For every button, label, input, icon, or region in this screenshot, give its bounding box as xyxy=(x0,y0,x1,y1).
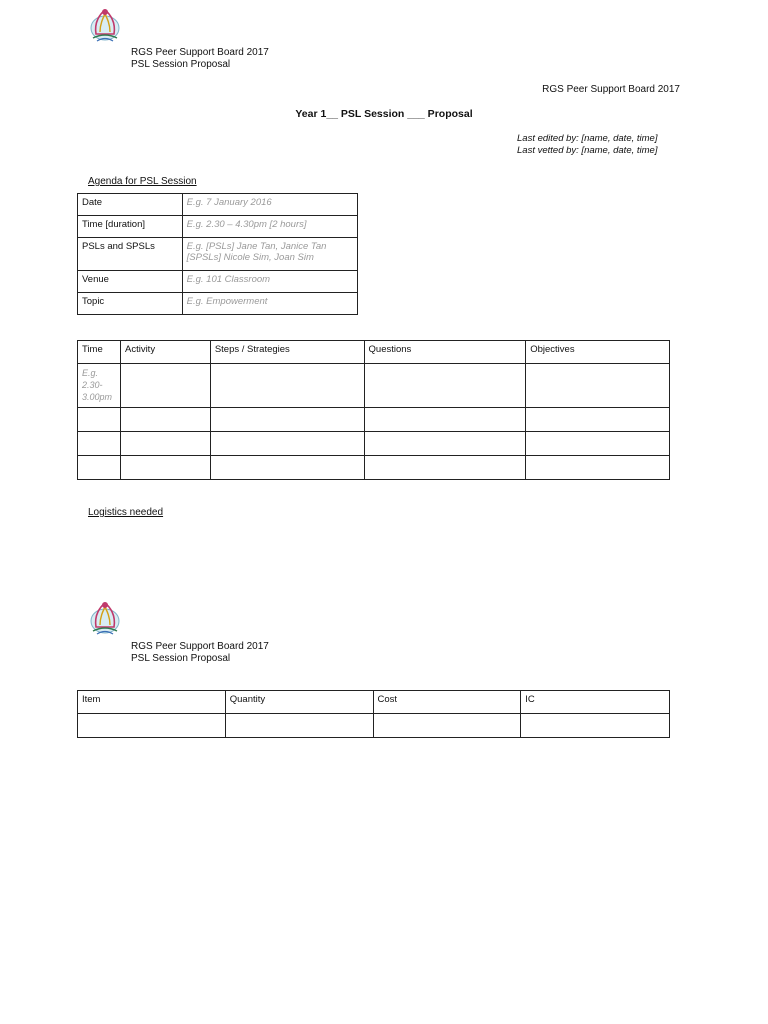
column-header: Time xyxy=(78,341,121,364)
header2-org: RGS Peer Support Board 2017 xyxy=(131,641,269,652)
table-cell[interactable] xyxy=(120,432,210,456)
example-time-line: E.g. xyxy=(82,368,99,378)
table-cell[interactable] xyxy=(78,714,226,738)
table-cell[interactable] xyxy=(526,456,670,480)
agenda-label: Date xyxy=(78,194,183,216)
table-cell[interactable] xyxy=(78,456,121,480)
table-header-row xyxy=(78,691,670,714)
table-row xyxy=(78,408,670,432)
table-cell[interactable] xyxy=(78,432,121,456)
agenda-table xyxy=(77,193,358,315)
session-plan-table xyxy=(77,340,670,480)
table-row xyxy=(78,456,670,480)
logistics-table xyxy=(77,690,670,738)
column-header: Quantity xyxy=(225,691,373,714)
header2-doc: PSL Session Proposal xyxy=(131,653,231,664)
table-cell[interactable] xyxy=(78,364,121,408)
column-header: Questions xyxy=(364,341,526,364)
agenda-value[interactable]: E.g. 7 January 2016 xyxy=(182,194,357,216)
table-cell[interactable] xyxy=(210,408,364,432)
example-time-line: 2.30- xyxy=(82,380,103,390)
table-cell[interactable] xyxy=(364,456,526,480)
agenda-value[interactable]: E.g. Empowerment xyxy=(182,293,357,315)
column-header: Activity xyxy=(120,341,210,364)
table-header-row xyxy=(78,341,670,364)
table-cell[interactable] xyxy=(526,408,670,432)
agenda-label: PSLs and SPSLs xyxy=(78,238,183,271)
last-edited: Last edited by: [name, date, time] xyxy=(517,133,658,144)
column-header: Cost xyxy=(373,691,521,714)
school-crest-icon xyxy=(88,597,122,637)
table-cell[interactable] xyxy=(120,408,210,432)
agenda-value-line2: [SPSLs] Nicole Sim, Joan Sim xyxy=(186,252,314,263)
column-header: Objectives xyxy=(526,341,670,364)
table-cell[interactable] xyxy=(120,456,210,480)
table-row xyxy=(78,714,670,738)
agenda-row-date xyxy=(78,194,358,216)
agenda-value[interactable]: E.g. 101 Classroom xyxy=(182,271,357,293)
page-title: Year 1__ PSL Session ___ Proposal xyxy=(295,108,473,120)
table-cell[interactable] xyxy=(526,364,670,408)
column-header: Item xyxy=(78,691,226,714)
school-crest-icon xyxy=(88,4,122,44)
agenda-value[interactable]: E.g. 2.30 – 4.30pm [2 hours] xyxy=(182,216,357,238)
table-cell[interactable] xyxy=(364,432,526,456)
agenda-row-time xyxy=(78,216,358,238)
table-cell[interactable] xyxy=(521,714,670,738)
agenda-label: Topic xyxy=(78,293,183,315)
table-cell[interactable] xyxy=(373,714,521,738)
table-cell[interactable] xyxy=(364,408,526,432)
header-org: RGS Peer Support Board 2017 xyxy=(131,47,269,58)
agenda-label: Venue xyxy=(78,271,183,293)
header-doc: PSL Session Proposal xyxy=(131,59,231,70)
table-row xyxy=(78,432,670,456)
table-cell[interactable] xyxy=(210,432,364,456)
agenda-row-venue xyxy=(78,271,358,293)
agenda-value-line1: E.g. [PSLs] Jane Tan, Janice Tan xyxy=(186,241,327,252)
agenda-row-topic xyxy=(78,293,358,315)
agenda-label: Time [duration] xyxy=(78,216,183,238)
table-cell[interactable] xyxy=(225,714,373,738)
table-row xyxy=(78,364,670,408)
table-cell[interactable] xyxy=(526,432,670,456)
agenda-row-psls xyxy=(78,238,358,271)
column-header: Steps / Strategies xyxy=(210,341,364,364)
table-cell[interactable] xyxy=(78,408,121,432)
table-cell[interactable] xyxy=(210,456,364,480)
column-header: IC xyxy=(521,691,670,714)
logistics-heading: Logistics needed xyxy=(88,507,164,518)
table-cell[interactable] xyxy=(210,364,364,408)
right-header: RGS Peer Support Board 2017 xyxy=(542,84,680,95)
last-vetted: Last vetted by: [name, date, time] xyxy=(517,145,658,156)
table-cell[interactable] xyxy=(120,364,210,408)
example-time-line: 3.00pm xyxy=(82,392,113,402)
agenda-heading: Agenda for PSL Session xyxy=(88,176,197,187)
agenda-value[interactable] xyxy=(182,238,357,271)
table-cell[interactable] xyxy=(364,364,526,408)
